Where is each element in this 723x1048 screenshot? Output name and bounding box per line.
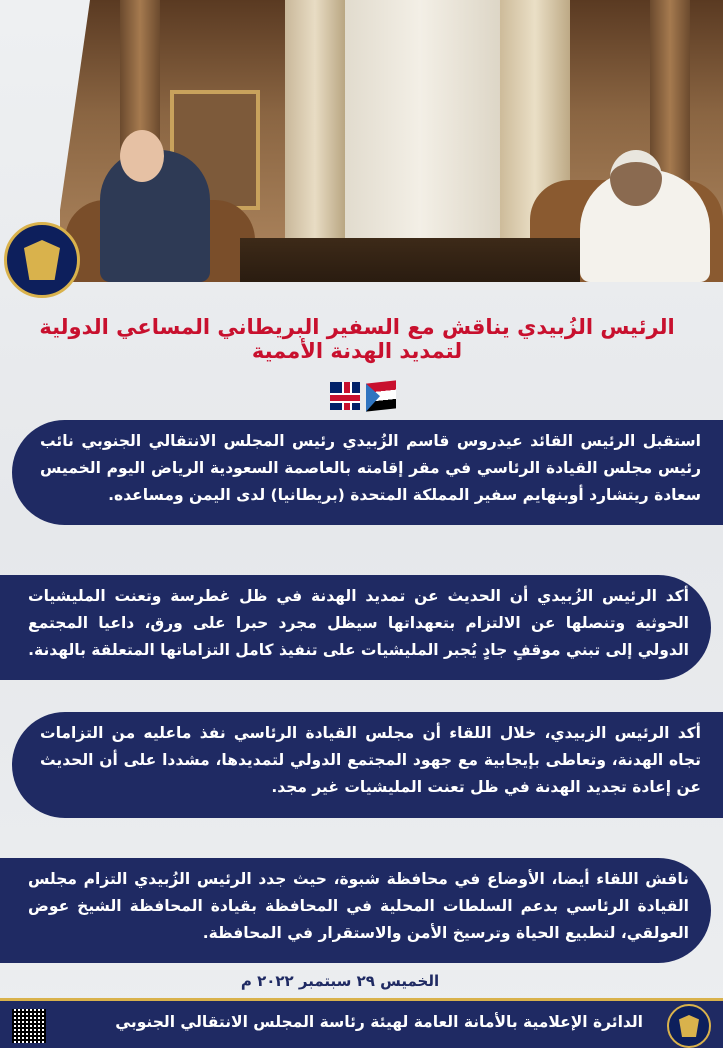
person-ambassador-head <box>120 130 164 182</box>
meeting-photo <box>60 0 723 282</box>
flags <box>330 378 400 414</box>
paragraph-3: أكد الرئيس الزبيدي، خلال اللقاء أن مجلس القيادة الرئاسي نفذ ماعليه من التزامات تجاه الهدنة، وتعاطى بإيجابية مع جهود المجتمع الدولي لتمديدها، مشددا على أن الحديث عن إعادة تجديد الهدنة في ظل تعنت المليشيات غير مجد. <box>12 712 723 818</box>
uk-flag-icon <box>330 382 360 410</box>
paragraph-2: أكد الرئيس الزُبيدي أن الحديث عن تمديد الهدنة في ظل غطرسة وتعنت المليشيات الحوثية وتنصلها عن الالتزام بتعهداتها سيظل مجرد حبرا على ورق، داعيا المجتمع الدولي إلى تبني موقفٍ جادٍ يُجبر المليشيات على تنفيذ كامل التزاماتها المتعلقة بالهدنة. <box>0 575 711 680</box>
emblem-shield-icon <box>679 1015 699 1037</box>
paragraph-4: ناقش اللقاء أيضا، الأوضاع في محافظة شبوة، حيث جدد الرئيس الزُبيدي التزام مجلس القيادة الرئاسي بدعم السلطات المحلية في المحافظة بقيادة المحافظة الشيخ عوض العولقي، لتطبيع الحياة وترسيخ الأمن والاستقرار في المحافظة. <box>0 858 711 963</box>
qr-code-icon[interactable] <box>12 1009 46 1043</box>
paragraph-1: استقبل الرئيس القائد عيدروس قاسم الزُبيدي رئيس المجلس الانتقالي الجنوبي نائب رئيس مجلس القيادة الرئاسي في مقر إقامته بالعاصمة السعودية الرياض اليوم الخميس سعادة ريتشارد أوبنهايم سفير المملكة المتحدة (بريطانيا) لدى اليمن ومساعده. <box>12 420 723 525</box>
coffee-table <box>240 238 580 282</box>
council-emblem-logo <box>4 222 80 298</box>
publish-date: الخميس ٢٩ سبتمبر ٢٠٢٢ م <box>240 972 440 990</box>
footer-text: الدائرة الإعلامية بالأمانة العامة لهيئة رئاسة المجلس الانتقالي الجنوبي <box>115 1013 643 1031</box>
headline: الرئيس الزُبيدي يناقش مع السفير البريطاني المساعي الدولية لتمديد الهدنة الأممية <box>39 315 675 363</box>
south-yemen-flag-icon <box>366 380 396 411</box>
person-president-head <box>610 150 662 206</box>
footer-bar <box>0 998 723 1048</box>
footer-emblem-logo <box>667 1004 711 1048</box>
emblem-shield-icon <box>24 240 60 280</box>
